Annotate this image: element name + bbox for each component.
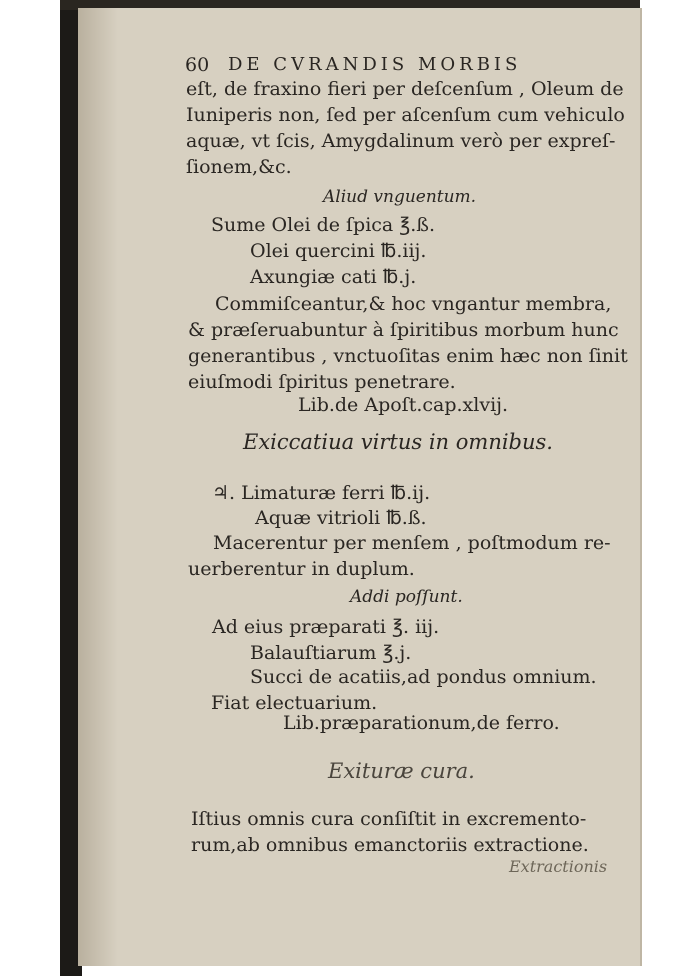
- text-line: Iſtius omnis cura conſiſtit in excremento-: [191, 808, 587, 830]
- section-heading: Exiccatiua virtus in omnibus.: [243, 430, 553, 454]
- text-line: generantibus , vnctuoſitas enim hæc non ſinit: [188, 345, 628, 367]
- text-line: aquæ, vt ſcis, Amygdalinum verò per expreſ-: [186, 130, 616, 152]
- recipe-line: Balauſtiarum ℥.j.: [250, 642, 412, 664]
- page-number: 60: [185, 54, 210, 76]
- text-line: Iuniperis non, ſed per aſcenſum cum vehiculo: [186, 104, 625, 126]
- recipe-line: Ad eius præparati ℥. iij.: [212, 616, 440, 638]
- gutter-shade: [78, 8, 118, 966]
- text-line: Macerentur per menſem , poſtmodum re-: [213, 532, 611, 554]
- book-page: [78, 8, 642, 966]
- text-line: Fiat electuarium.: [211, 692, 378, 714]
- recipe-line: ♃. Limaturæ ferri ℔.ij.: [212, 482, 431, 504]
- text-line: eiuſmodi ſpiritus penetrare.: [188, 371, 456, 393]
- text-line: uerberentur in duplum.: [188, 558, 415, 580]
- section-heading: Exituræ cura.: [328, 759, 475, 783]
- recipe-line: Succi de acatiis,ad pondus omnium.: [250, 666, 597, 688]
- recipe-line: Olei quercini ℔.iij.: [250, 240, 427, 262]
- section-heading: Aliud vnguentum.: [323, 187, 477, 207]
- catchword: Extractionis: [509, 857, 608, 876]
- text-line: & præſeruabuntur à ſpiritibus morbum hunc: [188, 319, 619, 341]
- reference: Lib.de Apoſt.cap.xlvij.: [298, 394, 509, 416]
- recipe-line: Aquæ vitrioli ℔.ß.: [255, 507, 427, 529]
- reference: Lib.præparationum,de ferro.: [283, 712, 560, 734]
- text-line: Commiſceantur,& hoc vngantur membra,: [215, 293, 612, 315]
- text-line: rum,ab omnibus emanctoriis extractione.: [191, 834, 589, 856]
- section-heading: Addi poſſunt.: [350, 587, 463, 607]
- text-line: eſt, de fraxino fieri per deſcenſum , Oleum de: [186, 78, 624, 100]
- running-title: DE CVRANDIS MORBIS: [228, 54, 522, 75]
- recipe-line: Sume Olei de ſpica ℥.ß.: [211, 214, 436, 236]
- text-line: ſionem,&c.: [186, 156, 292, 178]
- recipe-line: Axungiæ cati ℔.j.: [250, 266, 417, 288]
